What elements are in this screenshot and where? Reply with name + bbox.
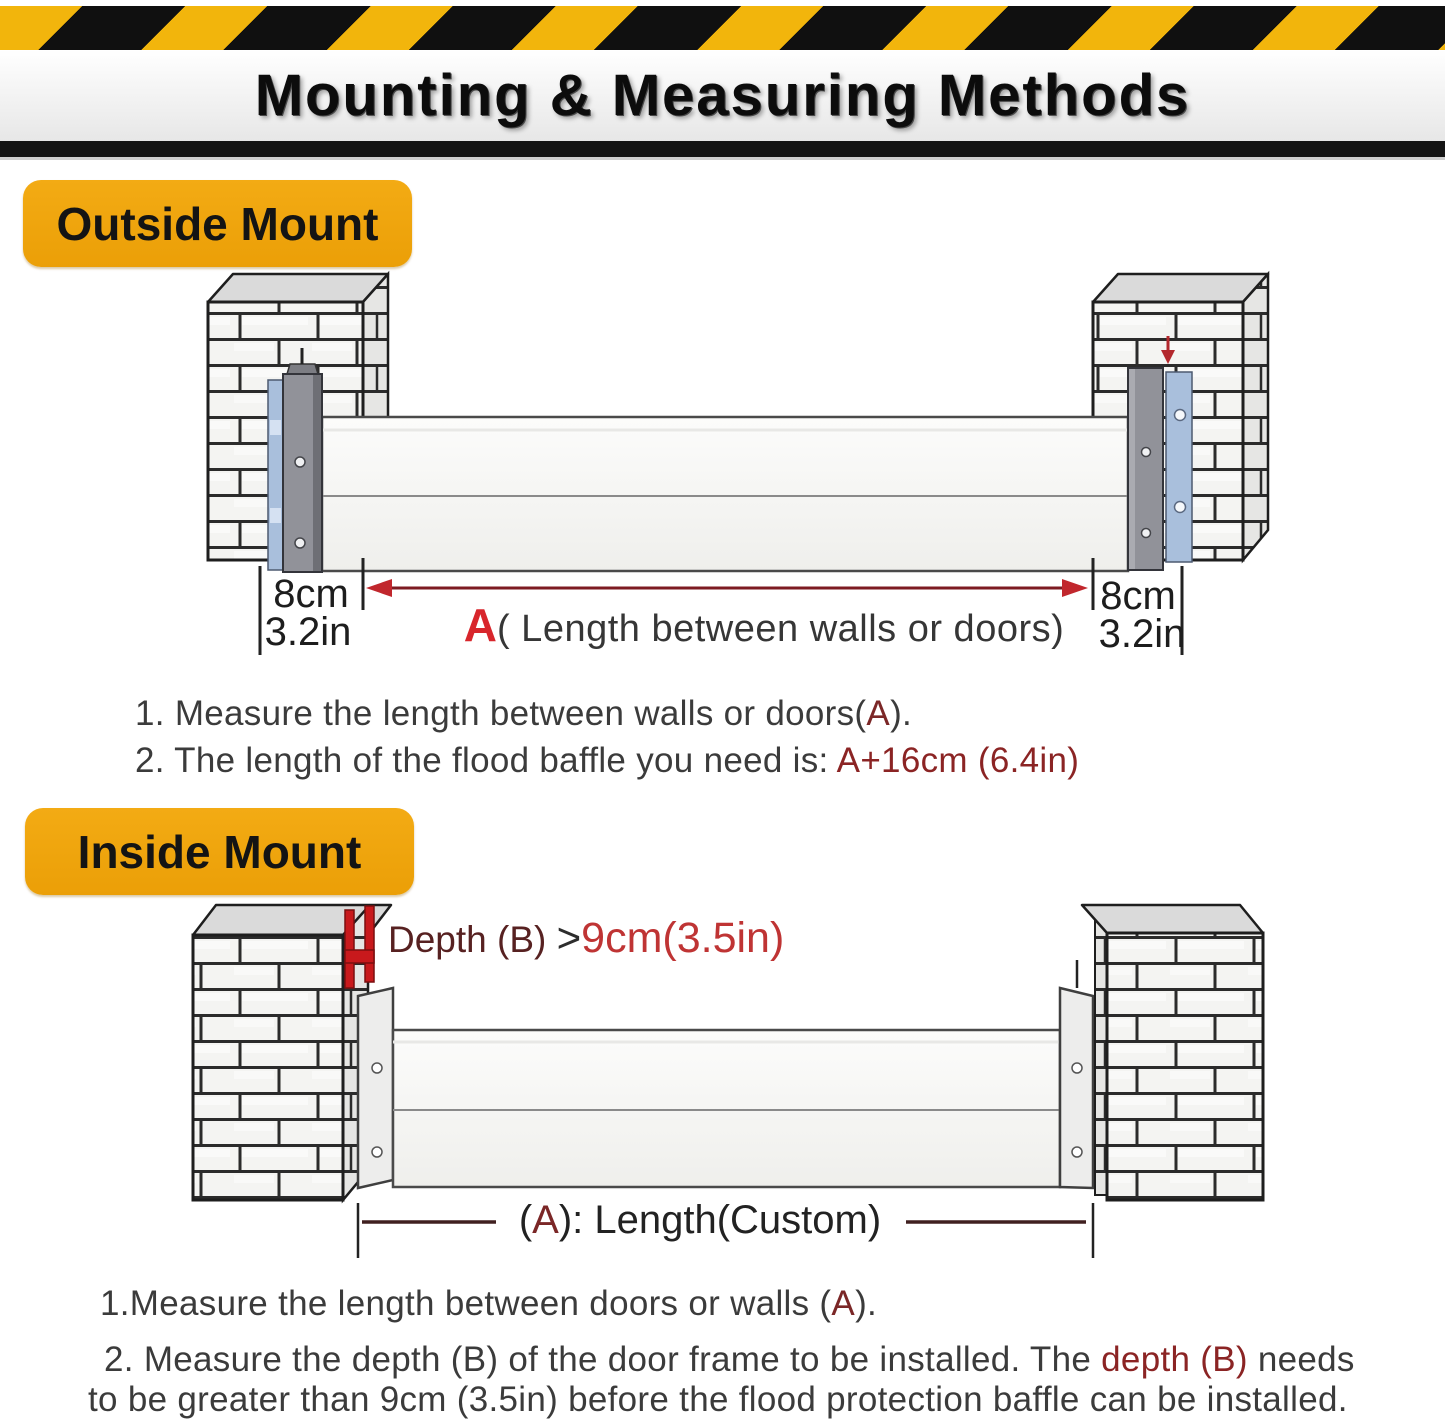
inside-mount-label-text: Inside Mount bbox=[77, 825, 362, 878]
inside-length-post: ): Length(Custom) bbox=[558, 1198, 882, 1242]
outside-length-label bbox=[444, 598, 1084, 652]
inside-left-channel bbox=[358, 988, 393, 1188]
inside-flood-baffle bbox=[393, 1030, 1060, 1187]
inside-length-pre: ( bbox=[518, 1198, 533, 1242]
page-title: Mounting & Measuring Methods bbox=[254, 63, 1191, 128]
inside-depth-value: 9cm(3.5in) bbox=[581, 914, 785, 962]
inside-depth-gt: > bbox=[556, 914, 582, 961]
outside-instruction-2 bbox=[135, 741, 1079, 781]
inside-depth-label bbox=[388, 914, 784, 963]
inside-instr1-post: ). bbox=[855, 1284, 878, 1323]
outside-flood-baffle bbox=[322, 417, 1128, 571]
inside-instr2-post: needs bbox=[1247, 1340, 1355, 1379]
outside-mount-label-text: Outside Mount bbox=[56, 197, 379, 250]
inside-length-label bbox=[490, 1198, 910, 1243]
outside-instr2-highlight: A+16cm (6.4in) bbox=[836, 741, 1080, 780]
inside-instruction-3 bbox=[88, 1380, 1348, 1420]
inside-instruction-1 bbox=[100, 1284, 877, 1324]
inside-instruction-2 bbox=[104, 1340, 1355, 1380]
inside-instr1-a: A bbox=[831, 1284, 856, 1323]
outside-instr1-post: ). bbox=[890, 694, 913, 733]
inside-instr2-highlight: depth (B) bbox=[1101, 1340, 1248, 1379]
inside-instr3-text: to be greater than 9cm (3.5in) before the flood protection baffle can be installed. bbox=[88, 1380, 1348, 1419]
outside-right-8cm: 8cm bbox=[1100, 574, 1176, 618]
outside-left-3-2in: 3.2in bbox=[264, 610, 352, 654]
outside-left-bracket bbox=[268, 348, 322, 572]
outside-instr2-pre: 2. The length of the flood baffle you need is: bbox=[135, 741, 837, 780]
outside-right-3-2in: 3.2in bbox=[1098, 612, 1186, 656]
inside-instr1-pre: 1.Measure the length between doors or walls ( bbox=[100, 1284, 832, 1323]
outside-instruction-1 bbox=[135, 694, 912, 734]
outside-length-text: ( Length between walls or doors) bbox=[496, 608, 1065, 650]
inside-right-channel bbox=[1060, 960, 1093, 1188]
outside-length-a: A bbox=[463, 599, 497, 651]
inside-instr2-pre: 2. Measure the depth (B) of the door frame to be installed. The bbox=[104, 1340, 1102, 1379]
outside-instr1-a: A bbox=[866, 694, 891, 733]
outside-instr1-pre: 1. Measure the length between walls or doors( bbox=[135, 694, 867, 733]
inside-depth-text: Depth (B) bbox=[388, 919, 557, 960]
inside-length-a: A bbox=[532, 1198, 559, 1242]
outside-left-8cm: 8cm bbox=[273, 572, 349, 616]
inside-right-wall bbox=[1082, 905, 1263, 1200]
